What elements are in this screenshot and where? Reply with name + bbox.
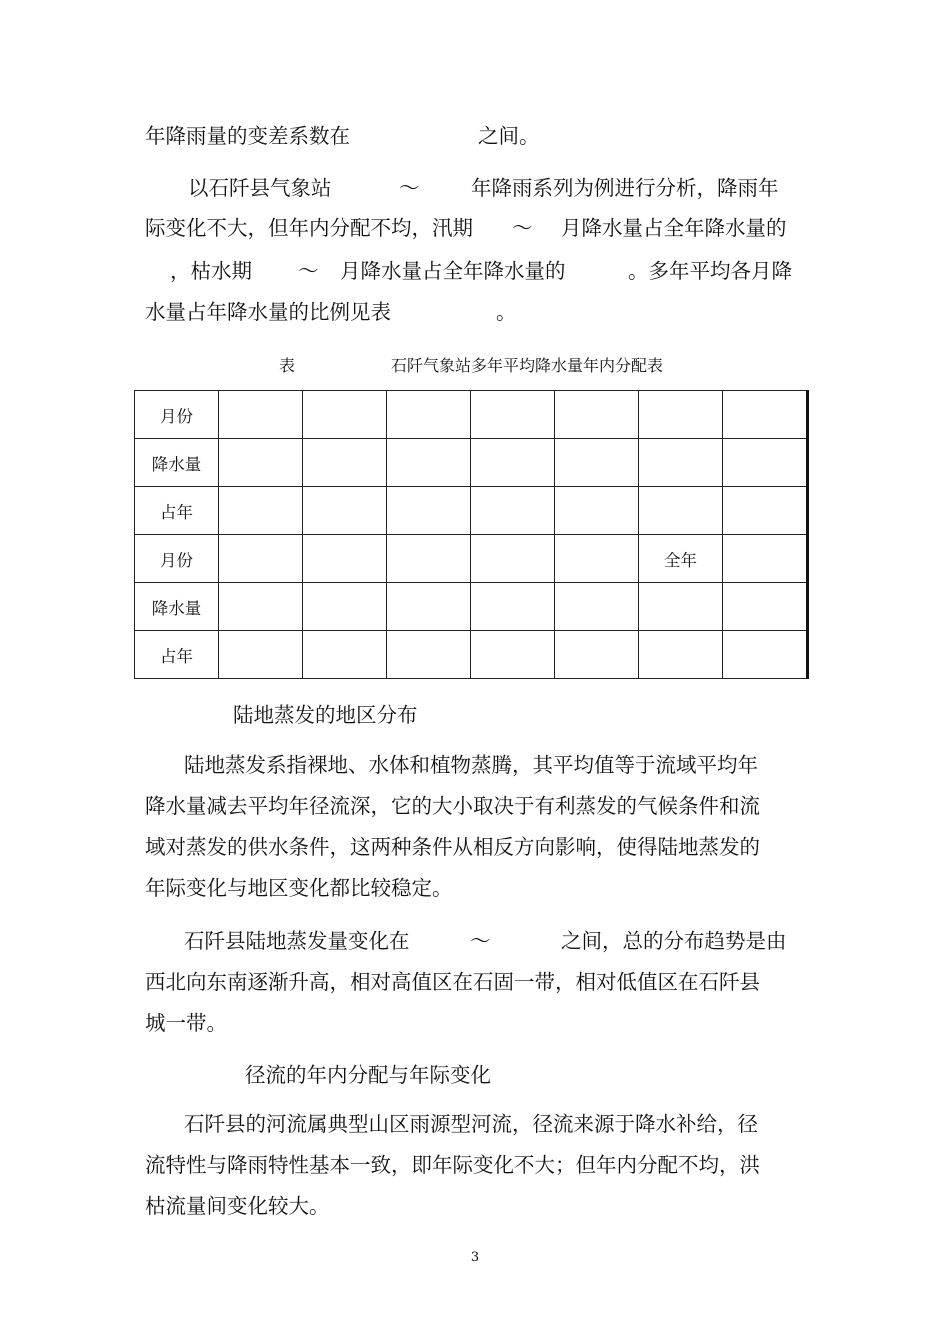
table-cell <box>219 535 303 583</box>
table-row <box>135 487 808 535</box>
table-cell: 全年 <box>639 535 723 583</box>
table-cell <box>723 535 808 583</box>
para-line: 。多年平均各月降 <box>628 259 792 283</box>
table-cell <box>723 631 808 679</box>
table-cell: 月份 <box>135 535 219 583</box>
para-line: 陆地蒸发系指裸地、水体和植物蒸腾，其平均值等于流域平均年 <box>184 753 758 777</box>
para-line: 年降雨量的变差系数在 <box>145 124 350 148</box>
table-cell <box>555 631 639 679</box>
table-cell <box>303 391 387 439</box>
para-line: ～ <box>399 176 420 200</box>
page-number: 3 <box>470 1250 480 1265</box>
para-line: 城一带。 <box>145 1011 227 1035</box>
para-line: 以石阡县气象站 <box>188 176 332 200</box>
para-line: ～ <box>298 259 319 283</box>
table-cell <box>639 631 723 679</box>
table-cell <box>219 583 303 631</box>
para-line: 石阡县的河流属典型山区雨源型河流，径流来源于降水补给，径 <box>184 1112 758 1136</box>
para-line: 年际变化与地区变化都比较稳定。 <box>145 876 453 900</box>
table-cell <box>555 535 639 583</box>
table-cell <box>471 439 555 487</box>
para-line: 水量占年降水量的比例见表 <box>145 300 391 324</box>
table-cell <box>303 487 387 535</box>
table-cell <box>639 583 723 631</box>
table-cell <box>471 487 555 535</box>
table-row <box>135 631 808 679</box>
table-cell: 降水量 <box>135 583 219 631</box>
table-cell <box>471 391 555 439</box>
para-line: 际变化不大，但年内分配不均，汛期 <box>145 216 473 240</box>
table-cell <box>471 535 555 583</box>
table-row <box>135 583 808 631</box>
table-row <box>135 439 808 487</box>
para-line: 之间，总的分布趋势是由 <box>561 929 787 953</box>
table-cell <box>387 583 471 631</box>
para-line: 石阡县陆地蒸发量变化在 <box>184 929 410 953</box>
para-line: 枯流量间变化较大。 <box>145 1194 330 1218</box>
table-cell <box>219 631 303 679</box>
para-line: 年降雨系列为例进行分析，降雨年 <box>471 176 779 200</box>
table-cell <box>639 487 723 535</box>
table-cell <box>555 439 639 487</box>
para-line: 。 <box>496 300 517 324</box>
table-cell: 降水量 <box>135 439 219 487</box>
table-cell <box>219 391 303 439</box>
para-line: 之间。 <box>478 124 540 148</box>
table-caption-prefix: 表 <box>279 356 296 375</box>
para-line: 域对蒸发的供水条件，这两种条件从相反方向影响，使得陆地蒸发的 <box>145 835 760 859</box>
para-line: ～ <box>512 216 533 240</box>
para-line: 流特性与降雨特性基本一致，即年际变化不大；但年内分配不均，洪 <box>145 1153 760 1177</box>
section-heading: 陆地蒸发的地区分布 <box>233 703 418 727</box>
table-cell <box>219 487 303 535</box>
table-cell <box>723 487 808 535</box>
table-cell: 占年 <box>135 487 219 535</box>
table-cell <box>639 439 723 487</box>
table-cell <box>723 439 808 487</box>
table-cell: 月份 <box>135 391 219 439</box>
table-cell: 占年 <box>135 631 219 679</box>
para-line: 月降水量占全年降水量的 <box>561 216 787 240</box>
table-cell <box>471 631 555 679</box>
table-cell <box>219 439 303 487</box>
para-line: ，枯水期 <box>170 259 252 283</box>
table-cell <box>555 583 639 631</box>
table-cell <box>555 391 639 439</box>
table-cell <box>471 583 555 631</box>
table-caption-title: 石阡气象站多年平均降水量年内分配表 <box>391 356 664 375</box>
table-cell <box>303 631 387 679</box>
precipitation-table <box>134 390 809 679</box>
table-cell <box>303 535 387 583</box>
table-cell <box>387 487 471 535</box>
table-cell <box>387 391 471 439</box>
table-row <box>135 391 808 439</box>
table-cell <box>303 583 387 631</box>
para-line: 西北向东南逐渐升高，相对高值区在石固一带，相对低值区在石阡县 <box>145 970 760 994</box>
table-cell <box>387 439 471 487</box>
table-cell <box>303 439 387 487</box>
table-cell <box>639 391 723 439</box>
para-line: 降水量减去平均年径流深，它的大小取决于有利蒸发的气候条件和流 <box>145 794 760 818</box>
table-cell <box>387 631 471 679</box>
para-line: ～ <box>470 929 491 953</box>
table-cell <box>555 487 639 535</box>
table-cell <box>723 391 808 439</box>
section-heading: 径流的年内分配与年际变化 <box>245 1063 491 1087</box>
para-line: 月降水量占全年降水量的 <box>340 259 566 283</box>
table-cell <box>723 583 808 631</box>
table-row <box>135 535 808 583</box>
table-cell <box>387 535 471 583</box>
